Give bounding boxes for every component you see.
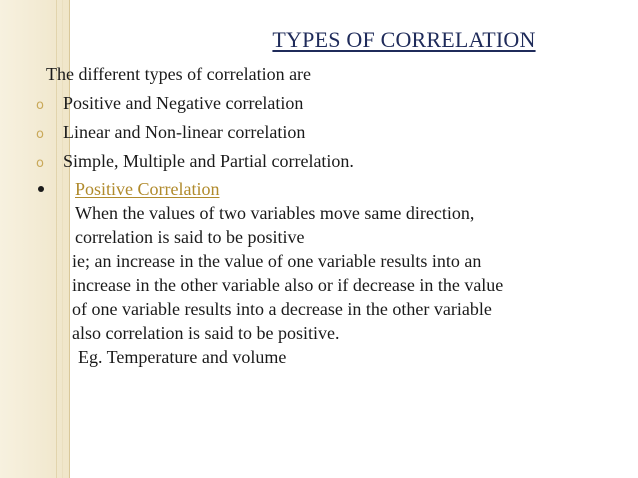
explanation-line: of one variable results into a decrease in the other variable xyxy=(72,299,492,319)
definition-line: correlation is said to be positive xyxy=(75,227,305,247)
explanation-paragraph xyxy=(46,249,606,345)
sub-list-item-text: Simple, Multiple and Partial correlation. xyxy=(63,151,354,171)
positive-correlation-heading: Positive Correlation xyxy=(75,179,220,199)
circle-bullet-icon: o xyxy=(36,156,44,171)
sub-list-item-text: Linear and Non-linear correlation xyxy=(63,122,306,142)
explanation-line: ie; an increase in the value of one variable results into an xyxy=(72,251,482,271)
slide-content xyxy=(36,62,606,369)
explanation-line: also correlation is said to be positive. xyxy=(72,323,340,343)
sub-list-item xyxy=(36,91,606,115)
definition-paragraph xyxy=(46,201,606,249)
sub-list-item xyxy=(36,149,606,173)
slide-title: TYPES OF CORRELATION xyxy=(272,27,536,52)
circle-bullet-icon: o xyxy=(36,98,44,113)
explanation-line: increase in the other variable also or if decrease in the value xyxy=(72,275,504,295)
filled-bullet-icon xyxy=(38,186,44,192)
circle-bullet-icon: o xyxy=(36,127,44,142)
intro-text: The different types of correlation are xyxy=(46,64,312,84)
example-text: Eg. Temperature and volume xyxy=(78,347,287,367)
definition-line: When the values of two variables move same direction, xyxy=(75,203,475,223)
sub-list-item-text: Positive and Negative correlation xyxy=(63,93,304,113)
main-list-item xyxy=(46,177,606,201)
slide-title-container xyxy=(0,27,638,53)
sub-list-item xyxy=(36,120,606,144)
